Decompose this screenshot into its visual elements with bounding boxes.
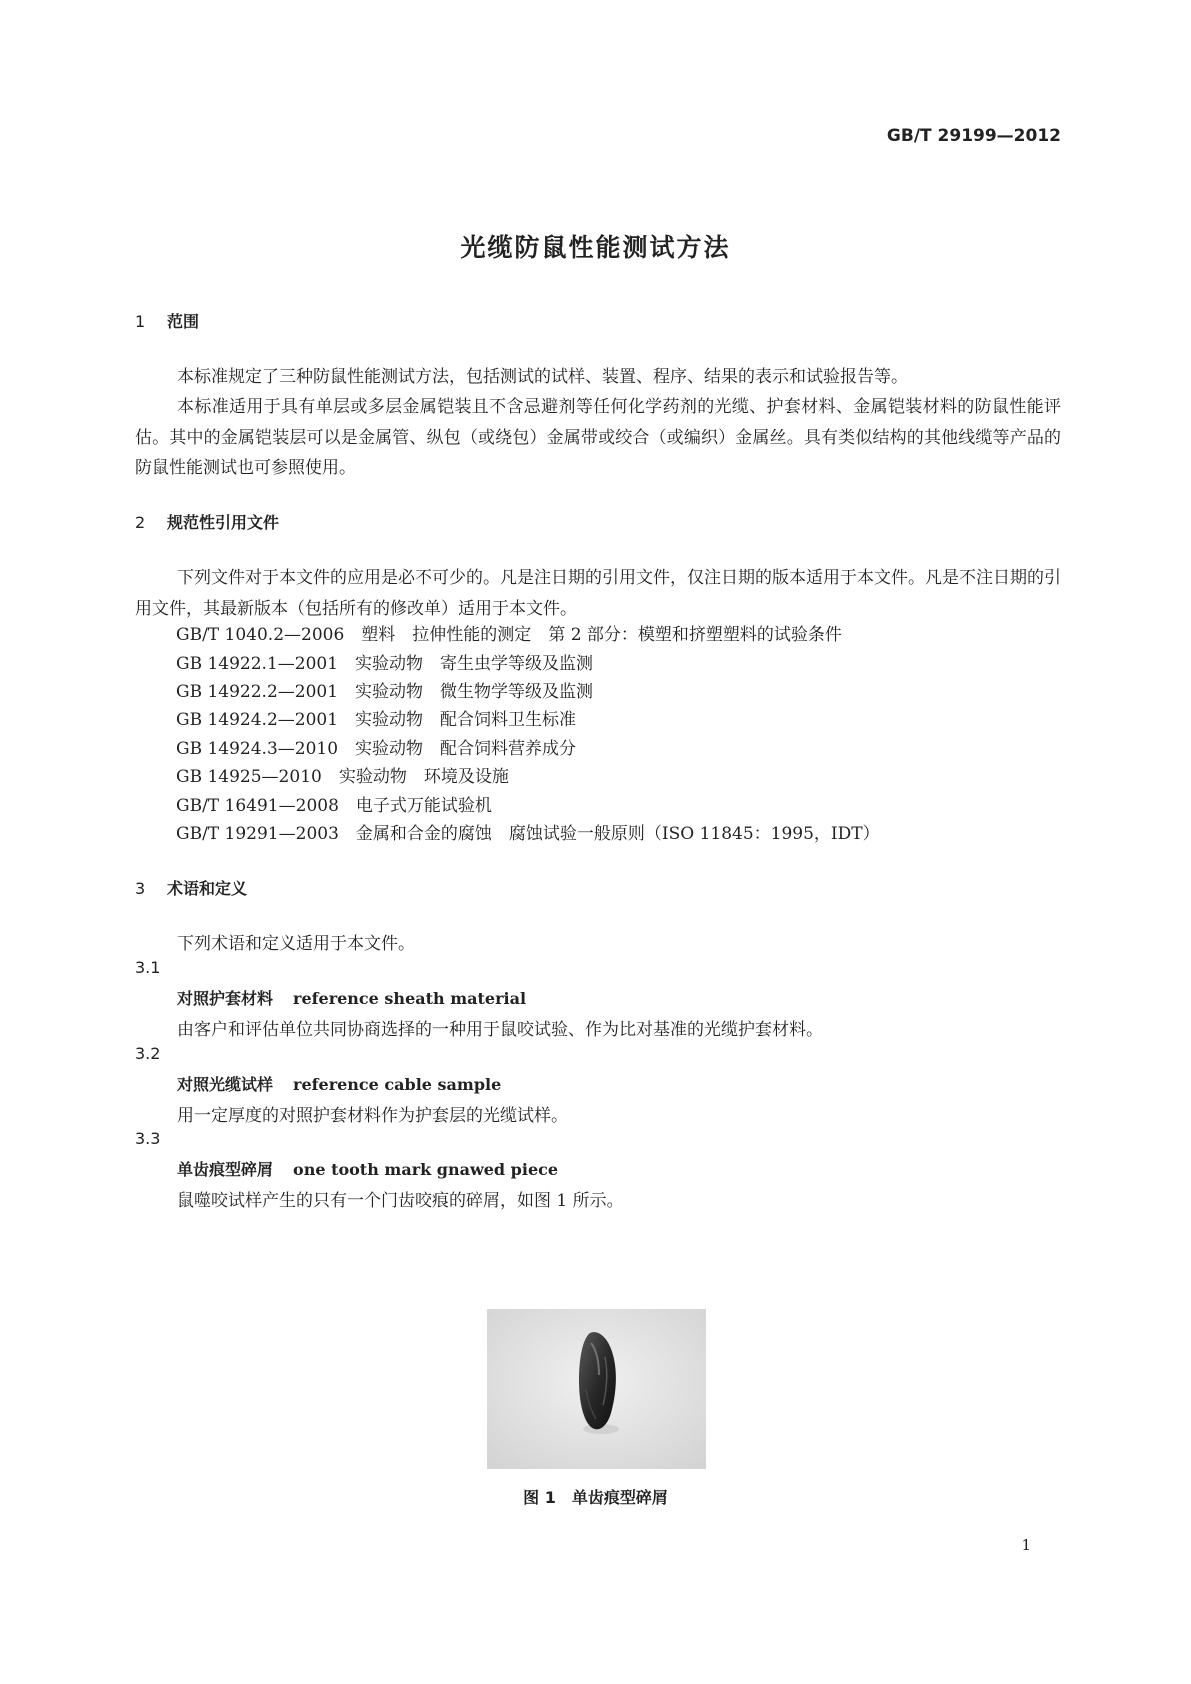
- section-3-intro: 下列术语和定义适用于本文件。: [177, 934, 415, 954]
- section-title: 术语和定义: [167, 879, 248, 898]
- section-3-heading: [135, 876, 247, 899]
- term-chinese: 单齿痕型碎屑: [177, 1160, 274, 1179]
- term-definition: 用一定厚度的对照护套材料作为护套层的光缆试样。: [177, 1106, 568, 1126]
- section-1-heading: [135, 309, 199, 332]
- term-number: 3.3: [135, 1129, 161, 1148]
- reference-item: GB/T 1040.2—2006 塑料 拉伸性能的测定 第 2 部分：模塑和挤塑塑料的试验条件: [176, 625, 842, 645]
- standard-code: GB/T 29199—2012: [886, 126, 1061, 146]
- section-2-heading: [135, 510, 279, 533]
- section-1-paragraph-2: 本标准适用于具有单层或多层金属铠装且不含忌避剂等任何化学药剂的光缆、护套材料、金属铠装材料的防鼠性能评估。其中的金属铠装层可以是金属管、纵包（或绕包）金属带或绞合（或编织）金属丝。具有类似结构的其他线缆等产品的防鼠性能测试也可参照使用。: [135, 397, 1061, 478]
- term-chinese: 对照光缆试样: [177, 1075, 274, 1094]
- term-number: 3.1: [135, 958, 161, 977]
- section-number: 3: [135, 879, 146, 898]
- term-english: reference cable sample: [293, 1075, 502, 1094]
- term-definition: 鼠噬咬试样产生的只有一个门齿咬痕的碎屑，如图 1 所示。: [177, 1191, 624, 1211]
- section-number: 1: [135, 312, 146, 331]
- term-definition: 由客户和评估单位共同协商选择的一种用于鼠咬试验、作为比对基准的光缆护套材料。: [177, 1020, 823, 1040]
- gnawed-piece-photo: [487, 1309, 706, 1469]
- reference-item: GB 14924.2—2001 实验动物 配合饲料卫生标准: [176, 710, 577, 730]
- section-1-paragraph-1: 本标准规定了三种防鼠性能测试方法，包括测试的试样、装置、程序、结果的表示和试验报告等。: [177, 367, 908, 387]
- section-2-intro: 下列文件对于本文件的应用是必不可少的。凡是注日期的引用文件，仅注日期的版本适用于本文件。凡是不注日期的引用文件，其最新版本（包括所有的修改单）适用于本文件。: [135, 568, 1061, 619]
- reference-item: GB 14924.3—2010 实验动物 配合饲料营养成分: [176, 739, 577, 759]
- gnawed-piece-illustration: [487, 1309, 706, 1469]
- term-english: reference sheath material: [293, 989, 527, 1008]
- section-number: 2: [135, 513, 146, 532]
- term-heading: [177, 1072, 501, 1095]
- reference-item: GB/T 19291—2003 金属和合金的腐蚀 腐蚀试验一般原则（ISO 11845：1995，IDT）: [176, 824, 880, 844]
- reference-item: GB 14922.2—2001 实验动物 微生物学等级及监测: [176, 682, 594, 702]
- term-heading: [177, 1157, 558, 1180]
- document-title: 光缆防鼠性能测试方法: [460, 233, 731, 262]
- page-number: 1: [1021, 1536, 1031, 1554]
- reference-item: GB/T 16491—2008 电子式万能试验机: [176, 796, 492, 816]
- reference-item: GB 14922.1—2001 实验动物 寄生虫学等级及监测: [176, 654, 594, 674]
- term-heading: [177, 986, 526, 1009]
- section-title: 范围: [167, 312, 200, 331]
- section-title: 规范性引用文件: [167, 513, 280, 532]
- term-english: one tooth mark gnawed piece: [293, 1160, 559, 1179]
- term-number: 3.2: [135, 1044, 161, 1063]
- reference-item: GB 14925—2010 实验动物 环境及设施: [176, 767, 509, 787]
- term-chinese: 对照护套材料: [177, 989, 274, 1008]
- figure-caption: 图 1 单齿痕型碎屑: [523, 1488, 668, 1507]
